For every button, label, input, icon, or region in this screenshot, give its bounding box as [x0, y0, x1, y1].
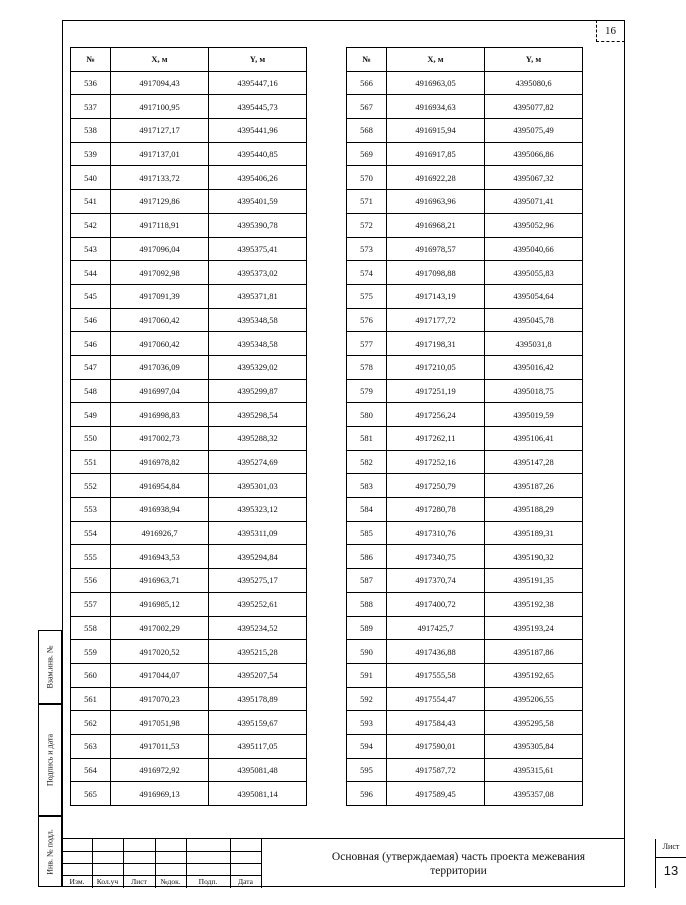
- cell-y: 4395188,29: [485, 498, 583, 522]
- cell-number: 551: [71, 450, 111, 474]
- cell-number: 559: [71, 640, 111, 664]
- title-block-title: [262, 839, 655, 888]
- cell-x: 4917137,01: [111, 142, 209, 166]
- side-field-replacement-inventory: [38, 630, 62, 704]
- cell-x: 4917589,45: [387, 782, 485, 806]
- table-row: [71, 758, 307, 782]
- table-row: [71, 569, 307, 593]
- table-row: [347, 403, 583, 427]
- cell-number: 557: [71, 592, 111, 616]
- cell-number: 567: [347, 95, 387, 119]
- table-row: [71, 166, 307, 190]
- side-field-signature-date: [38, 704, 62, 816]
- cell-number: 565: [71, 782, 111, 806]
- table-row: [71, 237, 307, 261]
- table-row: [347, 119, 583, 143]
- table-row: [347, 427, 583, 451]
- cell-y: 4395301,03: [209, 474, 307, 498]
- cell-x: 4916969,13: [111, 782, 209, 806]
- cell-number: 595: [347, 758, 387, 782]
- cell-number: 540: [71, 166, 111, 190]
- title-block-sheet: [655, 839, 686, 888]
- cell-y: 4395178,89: [209, 687, 307, 711]
- cell-number: 548: [71, 379, 111, 403]
- cell-x: 4917584,43: [387, 711, 485, 735]
- cell-number: 558: [71, 616, 111, 640]
- cell-x: 4917143,19: [387, 284, 485, 308]
- cell-x: 4917340,75: [387, 545, 485, 569]
- cell-number: 590: [347, 640, 387, 664]
- cell-x: 4916998,83: [111, 403, 209, 427]
- column-header-number: №: [71, 48, 111, 72]
- cell-number: 569: [347, 142, 387, 166]
- table-row: [71, 379, 307, 403]
- table-header-row: [71, 48, 307, 72]
- cell-x: 4917587,72: [387, 758, 485, 782]
- title-block: [62, 838, 680, 887]
- cell-y: 4395080,6: [485, 71, 583, 95]
- cell-x: 4917129,86: [111, 190, 209, 214]
- cell-y: 4395054,64: [485, 284, 583, 308]
- table-row: [347, 687, 583, 711]
- table-row: [347, 308, 583, 332]
- cell-number: 570: [347, 166, 387, 190]
- cell-x: 4917011,53: [111, 734, 209, 758]
- cell-x: 4916917,85: [387, 142, 485, 166]
- cell-y: 4395401,59: [209, 190, 307, 214]
- cell-y: 4395081,48: [209, 758, 307, 782]
- cell-x: 4917098,88: [387, 261, 485, 285]
- cell-number: 553: [71, 498, 111, 522]
- table-row: [71, 355, 307, 379]
- cell-number: 591: [347, 663, 387, 687]
- cell-y: 4395075,49: [485, 119, 583, 143]
- cell-y: 4395189,31: [485, 521, 583, 545]
- cell-number: 538: [71, 119, 111, 143]
- cell-y: 4395192,38: [485, 592, 583, 616]
- cell-y: 4395295,58: [485, 711, 583, 735]
- cell-x: 4917133,72: [111, 166, 209, 190]
- cell-y: 4395441,96: [209, 119, 307, 143]
- table-row: [71, 498, 307, 522]
- cell-x: 4917002,73: [111, 427, 209, 451]
- cell-number: 584: [347, 498, 387, 522]
- cell-number: 575: [347, 284, 387, 308]
- cell-number: 566: [347, 71, 387, 95]
- cell-number: 574: [347, 261, 387, 285]
- table-row: [347, 592, 583, 616]
- cell-number: 593: [347, 711, 387, 735]
- cell-number: 564: [71, 758, 111, 782]
- cell-number: 577: [347, 332, 387, 356]
- table-row: [71, 332, 307, 356]
- cell-y: 4395081,14: [209, 782, 307, 806]
- cell-y: 4395357,08: [485, 782, 583, 806]
- table-row: [71, 71, 307, 95]
- document-title: Основная (утверждаемая) часть проекта межевания территории: [331, 850, 586, 877]
- cell-x: 4917250,79: [387, 474, 485, 498]
- table-row: [347, 498, 583, 522]
- table-row: [71, 545, 307, 569]
- cell-y: 4395234,52: [209, 616, 307, 640]
- cell-number: 578: [347, 355, 387, 379]
- cell-number: 546: [71, 308, 111, 332]
- cell-y: 4395117,05: [209, 734, 307, 758]
- cell-y: 4395206,55: [485, 687, 583, 711]
- table-header-row: [347, 48, 583, 72]
- cell-y: 4395207,54: [209, 663, 307, 687]
- cell-number: 594: [347, 734, 387, 758]
- cell-x: 4917092,98: [111, 261, 209, 285]
- cell-y: 4395040,66: [485, 237, 583, 261]
- table-row: [71, 521, 307, 545]
- cell-x: 4917436,88: [387, 640, 485, 664]
- cell-y: 4395390,78: [209, 213, 307, 237]
- cell-y: 4395016,42: [485, 355, 583, 379]
- cell-y: 4395329,02: [209, 355, 307, 379]
- cell-y: 4395315,61: [485, 758, 583, 782]
- cell-y: 4395106,41: [485, 427, 583, 451]
- table-row: [347, 284, 583, 308]
- cell-x: 4917091,39: [111, 284, 209, 308]
- cell-y: 4395294,84: [209, 545, 307, 569]
- cell-x: 4917251,19: [387, 379, 485, 403]
- table-row: [347, 379, 583, 403]
- cell-number: 588: [347, 592, 387, 616]
- cell-x: 4917100,95: [111, 95, 209, 119]
- table-row: [347, 166, 583, 190]
- cell-y: 4395252,61: [209, 592, 307, 616]
- table-row: [347, 71, 583, 95]
- cell-x: 4917590,01: [387, 734, 485, 758]
- cell-x: 4916978,57: [387, 237, 485, 261]
- cell-number: 550: [71, 427, 111, 451]
- table-row: [347, 663, 583, 687]
- cell-x: 4917036,09: [111, 355, 209, 379]
- cell-y: 4395215,28: [209, 640, 307, 664]
- table-row: [347, 616, 583, 640]
- cell-y: 4395018,75: [485, 379, 583, 403]
- table-row: [347, 450, 583, 474]
- sheet-label: Лист: [662, 842, 680, 851]
- cell-y: 4395305,84: [485, 734, 583, 758]
- cell-y: 4395373,02: [209, 261, 307, 285]
- cell-y: 4395055,83: [485, 261, 583, 285]
- cell-x: 4916926,7: [111, 521, 209, 545]
- side-field-label: Взам.инв. №: [45, 645, 55, 689]
- coordinates-table-right: [346, 47, 583, 806]
- table-row: [71, 474, 307, 498]
- cell-x: 4916972,92: [111, 758, 209, 782]
- cell-x: 4917051,98: [111, 711, 209, 735]
- cell-y: 4395274,69: [209, 450, 307, 474]
- cell-number: 536: [71, 71, 111, 95]
- cell-x: 4916963,71: [111, 569, 209, 593]
- cell-y: 4395147,28: [485, 450, 583, 474]
- cell-y: 4395348,58: [209, 332, 307, 356]
- cell-y: 4395031,8: [485, 332, 583, 356]
- cell-number: 582: [347, 450, 387, 474]
- cell-x: 4917198,31: [387, 332, 485, 356]
- cell-x: 4917002,29: [111, 616, 209, 640]
- cell-y: 4395191,35: [485, 569, 583, 593]
- cell-y: 4395406,26: [209, 166, 307, 190]
- table-row: [71, 687, 307, 711]
- cell-y: 4395275,17: [209, 569, 307, 593]
- cell-y: 4395311,09: [209, 521, 307, 545]
- cell-y: 4395192,65: [485, 663, 583, 687]
- cell-y: 4395193,24: [485, 616, 583, 640]
- sheet-number: 13: [663, 863, 679, 878]
- cell-number: 549: [71, 403, 111, 427]
- table-row: [71, 711, 307, 735]
- cell-x: 4917262,11: [387, 427, 485, 451]
- cell-number: 572: [347, 213, 387, 237]
- coordinates-table-left: [70, 47, 307, 806]
- table-row: [347, 782, 583, 806]
- cell-number: 571: [347, 190, 387, 214]
- table-row: [347, 569, 583, 593]
- table-row: [347, 213, 583, 237]
- table-row: [347, 474, 583, 498]
- cell-y: 4395288,32: [209, 427, 307, 451]
- cell-x: 4916915,94: [387, 119, 485, 143]
- column-header-y: Y, м: [209, 48, 307, 72]
- cell-y: 4395067,32: [485, 166, 583, 190]
- table-row: [347, 521, 583, 545]
- cell-x: 4917118,91: [111, 213, 209, 237]
- table-row: [71, 616, 307, 640]
- cell-y: 4395071,41: [485, 190, 583, 214]
- cell-number: 563: [71, 734, 111, 758]
- cell-x: 4916968,21: [387, 213, 485, 237]
- table-row: [71, 119, 307, 143]
- side-field-label: Подпись и дата: [45, 733, 55, 787]
- cell-x: 4917070,23: [111, 687, 209, 711]
- table-row: [347, 734, 583, 758]
- cell-y: 4395440,85: [209, 142, 307, 166]
- table-row: [71, 734, 307, 758]
- cell-number: 547: [71, 355, 111, 379]
- cell-number: 562: [71, 711, 111, 735]
- cell-number: 537: [71, 95, 111, 119]
- cell-number: 579: [347, 379, 387, 403]
- cell-y: 4395447,16: [209, 71, 307, 95]
- table-row: [347, 95, 583, 119]
- cell-number: 560: [71, 663, 111, 687]
- table-row: [347, 142, 583, 166]
- cell-x: 4917060,42: [111, 332, 209, 356]
- cell-y: 4395299,87: [209, 379, 307, 403]
- cell-number: 580: [347, 403, 387, 427]
- cell-number: 587: [347, 569, 387, 593]
- cell-y: 4395445,73: [209, 95, 307, 119]
- cell-x: 4917060,42: [111, 308, 209, 332]
- table-row: [71, 640, 307, 664]
- cell-y: 4395052,96: [485, 213, 583, 237]
- cell-number: 554: [71, 521, 111, 545]
- table-row: [71, 592, 307, 616]
- cell-number: 589: [347, 616, 387, 640]
- cell-x: 4916943,53: [111, 545, 209, 569]
- cell-x: 4917252,16: [387, 450, 485, 474]
- cell-x: 4916934,63: [387, 95, 485, 119]
- table-row: [71, 261, 307, 285]
- cell-x: 4916978,82: [111, 450, 209, 474]
- cell-number: 543: [71, 237, 111, 261]
- column-header-x: X, м: [111, 48, 209, 72]
- table-row: [347, 545, 583, 569]
- cell-y: 4395298,54: [209, 403, 307, 427]
- column-header-number: №: [347, 48, 387, 72]
- table-row: [71, 284, 307, 308]
- cell-x: 4917256,24: [387, 403, 485, 427]
- table-row: [347, 711, 583, 735]
- title-block-labels: [62, 876, 262, 888]
- cell-number: 555: [71, 545, 111, 569]
- cell-y: 4395159,67: [209, 711, 307, 735]
- table-row: [71, 190, 307, 214]
- cell-x: 4917555,58: [387, 663, 485, 687]
- table-row: [347, 355, 583, 379]
- table-row: [71, 308, 307, 332]
- cell-x: 4917127,17: [111, 119, 209, 143]
- column-header-x: X, м: [387, 48, 485, 72]
- cell-y: 4395066,86: [485, 142, 583, 166]
- stamp-label-change: Изм.: [69, 877, 85, 886]
- cell-y: 4395323,12: [209, 498, 307, 522]
- cell-number: 544: [71, 261, 111, 285]
- table-row: [71, 403, 307, 427]
- table-row: [71, 95, 307, 119]
- cell-number: 552: [71, 474, 111, 498]
- cell-number: 585: [347, 521, 387, 545]
- table-row: [71, 142, 307, 166]
- cell-x: 4916938,94: [111, 498, 209, 522]
- cell-number: 576: [347, 308, 387, 332]
- cell-x: 4916922,28: [387, 166, 485, 190]
- table-row: [347, 261, 583, 285]
- column-header-y: Y, м: [485, 48, 583, 72]
- cell-number: 541: [71, 190, 111, 214]
- stamp-label-doc: №док.: [160, 877, 181, 886]
- cell-y: 4395187,26: [485, 474, 583, 498]
- cell-y: 4395375,41: [209, 237, 307, 261]
- table-row: [347, 758, 583, 782]
- cell-number: 545: [71, 284, 111, 308]
- table-row: [71, 663, 307, 687]
- stamp-label-signature: Подп.: [198, 877, 218, 886]
- cell-number: 556: [71, 569, 111, 593]
- table-row: [347, 332, 583, 356]
- stamp-label-date: Дата: [238, 877, 253, 886]
- cell-number: 573: [347, 237, 387, 261]
- table-row: [347, 190, 583, 214]
- cell-x: 4917094,43: [111, 71, 209, 95]
- table-row: [71, 213, 307, 237]
- table-row: [71, 450, 307, 474]
- cell-x: 4916954,84: [111, 474, 209, 498]
- side-field-original-inventory: [38, 816, 62, 887]
- cell-x: 4917177,72: [387, 308, 485, 332]
- cell-x: 4917370,74: [387, 569, 485, 593]
- table-row: [347, 237, 583, 261]
- cell-x: 4917554,47: [387, 687, 485, 711]
- side-field-label: Инв. № подл.: [45, 828, 55, 875]
- cell-number: 596: [347, 782, 387, 806]
- cell-y: 4395045,78: [485, 308, 583, 332]
- cell-number: 546: [71, 332, 111, 356]
- cell-number: 581: [347, 427, 387, 451]
- stamp-label-count: Кол.уч: [96, 877, 119, 886]
- cell-x: 4917425,7: [387, 616, 485, 640]
- cell-x: 4917310,76: [387, 521, 485, 545]
- stamp-label-sheet: Лист: [131, 877, 147, 886]
- cell-y: 4395348,58: [209, 308, 307, 332]
- cell-number: 542: [71, 213, 111, 237]
- cell-x: 4916985,12: [111, 592, 209, 616]
- table-row: [347, 640, 583, 664]
- cell-number: 586: [347, 545, 387, 569]
- cell-number: 561: [71, 687, 111, 711]
- cell-y: 4395371,81: [209, 284, 307, 308]
- cell-x: 4916963,05: [387, 71, 485, 95]
- cell-x: 4917280,78: [387, 498, 485, 522]
- cell-x: 4917210,05: [387, 355, 485, 379]
- table-row: [71, 427, 307, 451]
- cell-y: 4395187,86: [485, 640, 583, 664]
- cell-x: 4916963,96: [387, 190, 485, 214]
- table-row: [71, 782, 307, 806]
- cell-x: 4917096,04: [111, 237, 209, 261]
- cell-number: 592: [347, 687, 387, 711]
- page-corner-number: 16: [596, 20, 625, 42]
- cell-number: 539: [71, 142, 111, 166]
- cell-y: 4395019,59: [485, 403, 583, 427]
- cell-number: 583: [347, 474, 387, 498]
- cell-y: 4395077,82: [485, 95, 583, 119]
- cell-x: 4917400,72: [387, 592, 485, 616]
- cell-x: 4917044,07: [111, 663, 209, 687]
- cell-y: 4395190,32: [485, 545, 583, 569]
- cell-x: 4916997,04: [111, 379, 209, 403]
- cell-x: 4917020,52: [111, 640, 209, 664]
- cell-number: 568: [347, 119, 387, 143]
